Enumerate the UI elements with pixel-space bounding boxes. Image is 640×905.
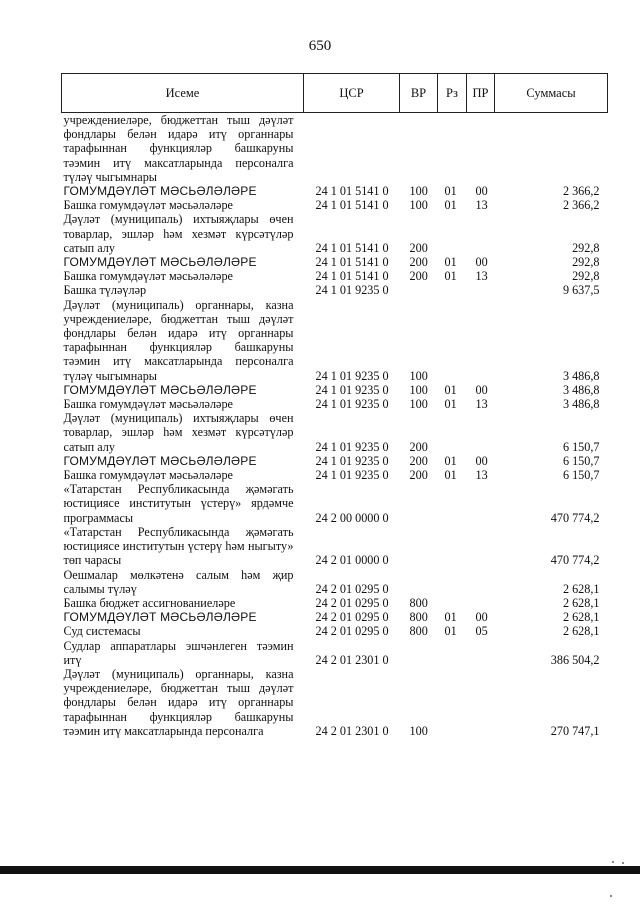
cell-vr: 200	[409, 439, 428, 454]
cell-vr: 200	[409, 453, 428, 468]
cell-csr: 24 2 01 0295 0	[315, 595, 389, 610]
page-number: 650	[308, 38, 332, 54]
table-row	[62, 610, 608, 624]
cell-vr: 100	[409, 368, 428, 383]
cell-name: ГОМУМДӘҮЛӘТ МӘСЬӘЛӘЛӘРЕ	[63, 382, 257, 397]
cell-vr: 200	[409, 240, 428, 255]
table-row	[62, 568, 608, 596]
table-row	[62, 411, 608, 454]
cell-sum: 9 637,5	[562, 283, 600, 298]
cell-vr	[400, 482, 438, 525]
cell-rz	[438, 525, 467, 568]
cell-name: Дәүләт (муниципаль) органнары, казна учреждениеләре, бюджеттан тыш дәүләт фондлары белән идарә итү органнары тарафыннан функцияләр башкаруны тәэмин итү максатларында персоналга	[63, 666, 294, 738]
cell-sum: 386 504,2	[550, 652, 600, 667]
table-row	[62, 269, 608, 283]
cell-rz	[438, 667, 467, 738]
table-row	[62, 298, 608, 383]
cell-vr: 800	[409, 610, 428, 625]
cell-csr: 24 1 01 5141 0	[315, 240, 389, 255]
cell-sum: 2 366,2	[562, 198, 600, 213]
scan-edge-bar	[0, 866, 640, 874]
cell-vr: 100	[409, 184, 428, 199]
cell-name: Суд системасы	[63, 624, 141, 639]
cell-csr: 24 2 00 0000 0	[315, 510, 389, 525]
cell-rz: 01	[444, 382, 457, 397]
cell-name: ГОМУМДӘҮЛӘТ МӘСЬӘЛӘЛӘРЕ	[63, 184, 257, 199]
table-row	[62, 482, 608, 525]
cell-rz	[438, 596, 467, 610]
cell-csr: 24 1 01 9235 0	[315, 283, 389, 298]
table-row	[62, 454, 608, 468]
cell-vr	[400, 568, 438, 596]
cell-rz: 01	[444, 269, 457, 284]
cell-name: ГОМУМДӘҮЛӘТ МӘСЬӘЛӘЛӘРЕ	[63, 610, 257, 625]
table-row	[62, 184, 608, 198]
cell-name: Башка гомумдәүләт мәсьәләләре	[63, 468, 233, 483]
cell-sum: 270 747,1	[550, 723, 600, 738]
cell-csr: 24 1 01 5141 0	[315, 269, 389, 284]
cell-csr: 24 2 01 2301 0	[315, 652, 389, 667]
cell-sum: 6 150,7	[562, 468, 600, 483]
cell-sum: 2 628,1	[562, 581, 600, 596]
cell-vr: 100	[409, 198, 428, 213]
cell-vr: 200	[409, 269, 428, 284]
cell-sum: 3 486,8	[562, 397, 600, 412]
column-header-rz: Рз	[438, 74, 467, 113]
cell-csr: 24 2 01 2301 0	[315, 723, 389, 738]
cell-vr: 100	[409, 723, 428, 738]
cell-sum: 2 628,1	[562, 595, 600, 610]
cell-vr: 200	[409, 468, 428, 483]
cell-name: ГОМУМДӘҮЛӘТ МӘСЬӘЛӘЛӘРЕ	[63, 255, 257, 270]
cell-pr: 13	[475, 468, 488, 483]
table-row	[62, 212, 608, 255]
cell-pr	[467, 667, 495, 738]
cell-csr: 24 1 01 9235 0	[315, 439, 389, 454]
cell-name: Башка гомумдәүләт мәсьәләләре	[63, 397, 233, 412]
cell-rz	[438, 113, 467, 185]
cell-pr: 13	[475, 269, 488, 284]
cell-sum: 6 150,7	[562, 453, 600, 468]
cell-name: Башка гомумдәүләт мәсьәләләре	[63, 269, 233, 284]
scan-artifact	[612, 861, 614, 863]
cell-pr	[467, 298, 495, 383]
table-row	[62, 397, 608, 411]
cell-csr: 24 2 01 0000 0	[315, 553, 389, 568]
cell-pr: 13	[475, 198, 488, 213]
table-row	[62, 596, 608, 610]
cell-name: Дәүләт (муниципаль) органнары, казна учреждениеләре, бюджеттан тыш дәүләт фондлары белән идарә итү органнары тарафыннан функцияләр башкаруны тәэмин итү максатларында персоналга түләү чыгымнары	[63, 297, 294, 383]
cell-sum: 3 486,8	[562, 382, 600, 397]
cell-rz	[438, 639, 467, 667]
cell-csr: 24 1 01 5141 0	[315, 184, 389, 199]
cell-sum: 2 366,2	[562, 184, 600, 199]
cell-csr: 24 1 01 9235 0	[315, 453, 389, 468]
cell-pr: 00	[475, 382, 488, 397]
table-row	[62, 113, 608, 185]
table-row	[62, 624, 608, 638]
cell-rz	[438, 482, 467, 525]
table-row	[62, 468, 608, 482]
cell-pr	[467, 525, 495, 568]
cell-pr	[467, 639, 495, 667]
cell-pr: 00	[475, 255, 488, 270]
cell-name: «Татарстан Республикасында җәмәгать юстициясе институтын үстерү һәм ныгыту» төп чарасы	[63, 524, 294, 568]
cell-csr: 24 2 01 0295 0	[315, 624, 389, 639]
table-row	[62, 383, 608, 397]
cell-name: Судлар аппаратлары эшчәнлеген тәэмин итү	[63, 638, 294, 667]
cell-vr	[400, 639, 438, 667]
cell-csr: 24 1 01 9235 0	[315, 468, 389, 483]
cell-csr: 24 2 01 0295 0	[315, 610, 389, 625]
cell-csr: 24 1 01 5141 0	[315, 255, 389, 270]
cell-pr	[467, 411, 495, 454]
column-header-pr: ПР	[467, 74, 495, 113]
cell-sum: 470 774,2	[550, 510, 600, 525]
table-row	[62, 283, 608, 297]
cell-sum: 470 774,2	[550, 553, 600, 568]
cell-rz: 01	[444, 255, 457, 270]
cell-pr: 00	[475, 184, 488, 199]
cell-rz	[438, 568, 467, 596]
cell-rz: 01	[444, 468, 457, 483]
cell-pr	[467, 482, 495, 525]
cell-name: ГОМУМДӘҮЛӘТ МӘСЬӘЛӘЛӘРЕ	[63, 453, 257, 468]
cell-rz: 01	[444, 397, 457, 412]
budget-table	[61, 73, 608, 738]
cell-name: Оешмалар мөлкәтенә салым һәм җир салымы түләү	[63, 567, 294, 596]
cell-pr	[467, 113, 495, 185]
cell-sum: 6 150,7	[562, 439, 600, 454]
cell-csr: 24 1 01 9235 0	[315, 382, 389, 397]
cell-vr: 200	[409, 255, 428, 270]
cell-pr: 00	[475, 610, 488, 625]
table-body	[62, 113, 608, 738]
cell-rz: 01	[444, 453, 457, 468]
cell-vr: 100	[409, 397, 428, 412]
cell-rz	[438, 212, 467, 255]
cell-csr: 24 1 01 9235 0	[315, 397, 389, 412]
cell-name: Дәүләт (муниципаль) ихтыяҗлары өчен товарлар, эшләр һәм хезмәт күрсәтүләр сатып алу	[63, 411, 294, 454]
scan-artifact	[610, 895, 612, 897]
cell-pr: 00	[475, 453, 488, 468]
cell-rz	[438, 298, 467, 383]
cell-name: Дәүләт (муниципаль) ихтыяҗлары өчен товарлар, эшләр һәм хезмәт күрсәтүләр сатып алу	[63, 212, 294, 255]
column-header-csr: ЦСР	[304, 74, 400, 113]
cell-csr	[304, 113, 400, 185]
table-row	[62, 255, 608, 269]
cell-rz	[438, 411, 467, 454]
cell-csr: 24 1 01 9235 0	[315, 368, 389, 383]
cell-rz	[438, 283, 467, 297]
cell-sum: 2 628,1	[562, 610, 600, 625]
cell-vr	[400, 525, 438, 568]
cell-vr	[400, 283, 438, 297]
column-header-sum: Суммасы	[495, 74, 608, 113]
table-row	[62, 198, 608, 212]
cell-pr: 05	[475, 624, 488, 639]
cell-csr: 24 1 01 5141 0	[315, 198, 389, 213]
cell-name: Башка гомумдәүләт мәсьәләләре	[63, 198, 233, 213]
cell-name: Башка бюджет ассигнованиеләре	[63, 595, 236, 610]
cell-sum: 292,8	[572, 240, 600, 255]
cell-vr	[400, 113, 438, 185]
table-row	[62, 667, 608, 738]
column-header-vr: ВР	[400, 74, 438, 113]
cell-sum: 2 628,1	[562, 624, 600, 639]
cell-sum	[495, 113, 608, 185]
cell-rz: 01	[444, 624, 457, 639]
cell-csr: 24 2 01 0295 0	[315, 581, 389, 596]
table-header	[62, 74, 608, 113]
scan-artifact	[622, 862, 624, 864]
cell-vr: 100	[409, 382, 428, 397]
cell-sum: 292,8	[572, 269, 600, 284]
cell-pr	[467, 596, 495, 610]
cell-rz: 01	[444, 198, 457, 213]
cell-pr: 13	[475, 397, 488, 412]
cell-name: Башка түләүләр	[63, 283, 147, 298]
cell-sum: 3 486,8	[562, 368, 600, 383]
table-row	[62, 639, 608, 667]
cell-name: учреждениеләре, бюджеттан тыш дәүләт фондлары белән идарә итү органнары тарафыннан функцияләр башкаруны тәэмин итү максатларында персоналга түләү чыгымнары	[63, 113, 294, 184]
cell-pr	[467, 568, 495, 596]
cell-vr: 800	[409, 624, 428, 639]
cell-vr: 800	[409, 595, 428, 610]
cell-name: «Татарстан Республикасында җәмәгать юстициясе институтын үстерү» ярдәмче программасы	[63, 482, 294, 525]
cell-sum: 292,8	[572, 255, 600, 270]
table-row	[62, 525, 608, 568]
column-header-name: Исеме	[62, 74, 304, 113]
cell-rz: 01	[444, 610, 457, 625]
cell-pr	[467, 212, 495, 255]
cell-rz: 01	[444, 184, 457, 199]
cell-pr	[467, 283, 495, 297]
